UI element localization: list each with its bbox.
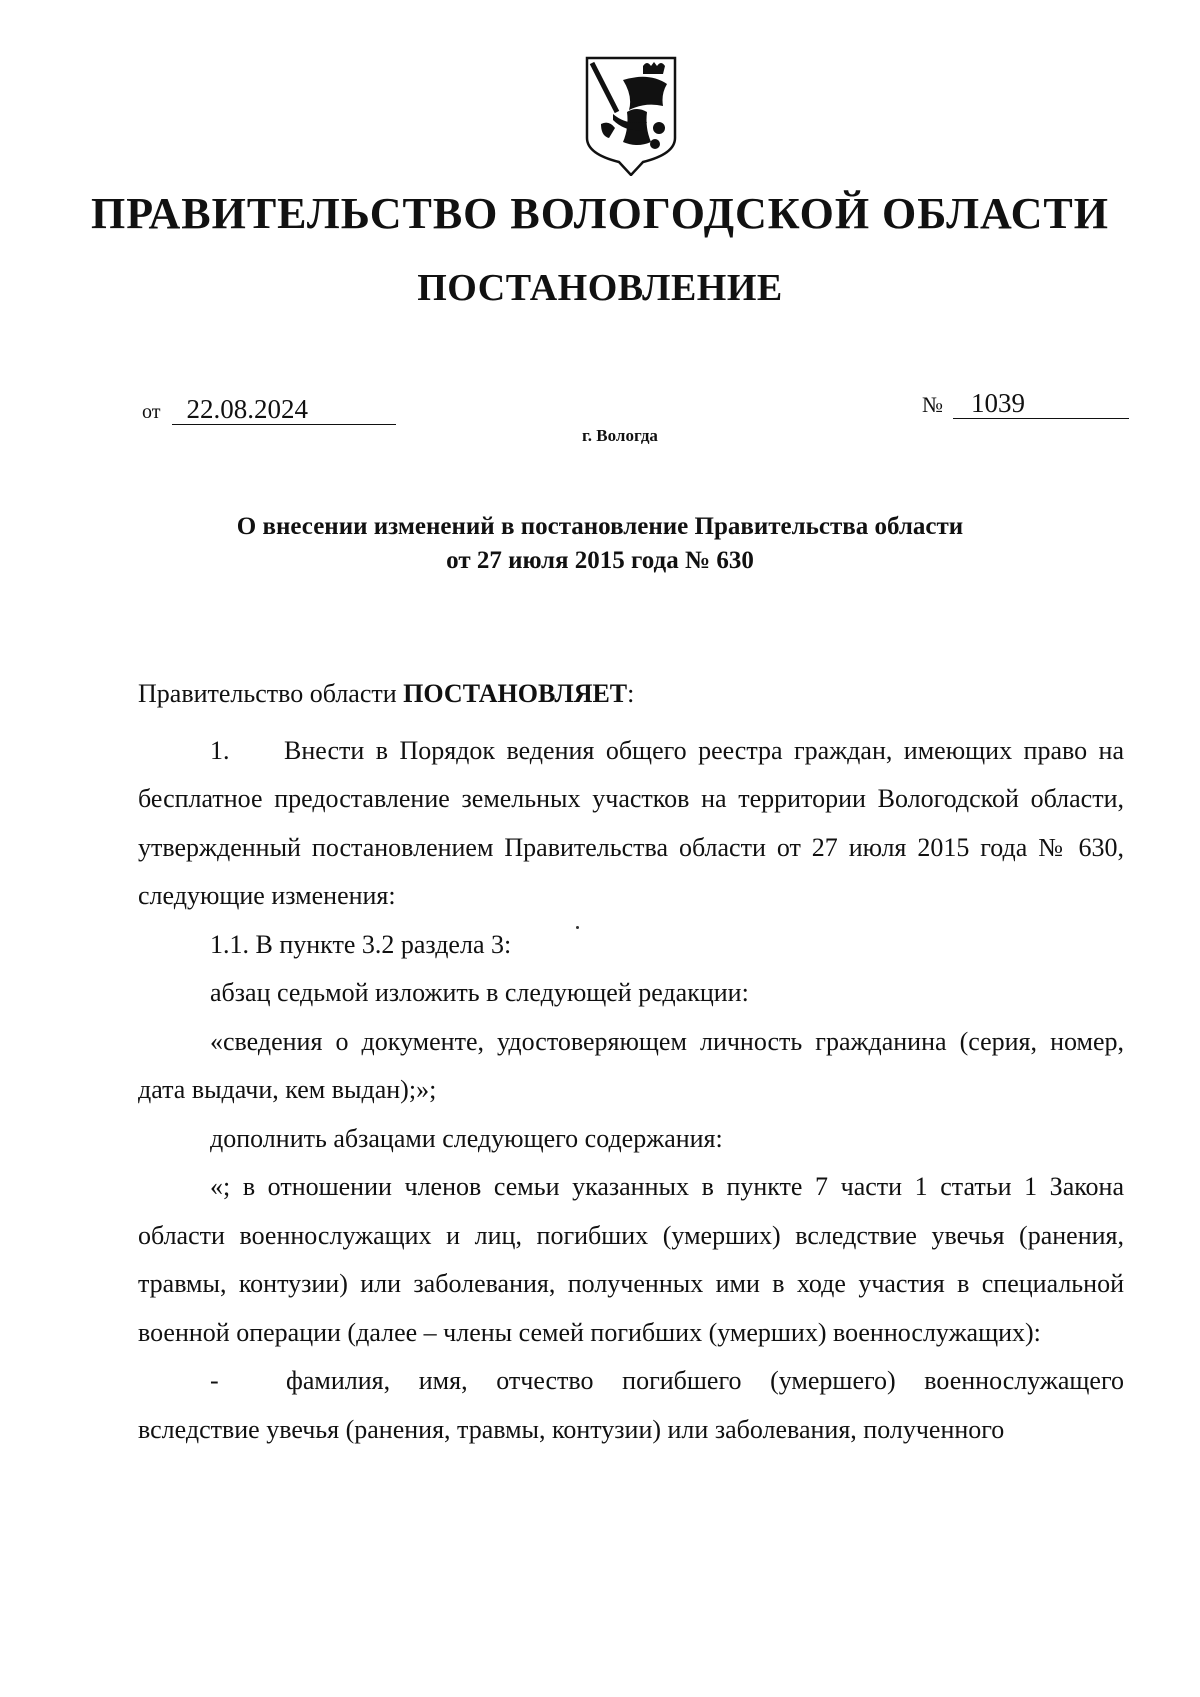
paragraph-1-text: Внести в Порядок ведения общего реестра граждан, имеющих право на бесплатное предоставление земельных участков на территории Вологодской области, утвержденный постановлением Правительства области от 27 июля 2015 года № 630, следующие изменения: bbox=[138, 735, 1124, 910]
paragraph-supplement: дополнить абзацами следующего содержания: bbox=[210, 1123, 723, 1153]
date-field bbox=[142, 394, 396, 425]
date-prefix: от bbox=[142, 401, 161, 423]
paragraph-1-1: 1.1. В пункте 3.2 раздела 3: bbox=[210, 929, 512, 959]
city-label: г. Вологда bbox=[582, 426, 658, 445]
date-value: 22.08.2024 bbox=[172, 394, 396, 425]
subject-line-2: от 27 июля 2015 года № 630 bbox=[446, 547, 754, 574]
number-value: 1039 bbox=[953, 388, 1129, 419]
paragraph-quote-1: «сведения о документе, удостоверяющем личность гражданина (серия, номер, дата выдачи, кем выдан);»; bbox=[138, 1026, 1124, 1104]
document-type: ПОСТАНОВЛЕНИЕ bbox=[417, 267, 783, 309]
document-body bbox=[138, 670, 1124, 1454]
scan-speck bbox=[576, 926, 579, 929]
number-field bbox=[922, 388, 1129, 419]
intro-paragraph bbox=[138, 670, 1124, 719]
paragraph-1-number: 1. bbox=[210, 735, 230, 765]
intro-tail: : bbox=[627, 679, 635, 708]
list-item-dash: - bbox=[210, 1366, 219, 1395]
authority-title: ПРАВИТЕЛЬСТВО ВОЛОГОДСКОЙ ОБЛАСТИ bbox=[91, 189, 1109, 238]
paragraph-1 bbox=[138, 727, 1124, 921]
subject-line-1: О внесении изменений в постановление Правительства области bbox=[236, 513, 964, 540]
number-prefix: № bbox=[922, 392, 943, 417]
document-subject bbox=[140, 510, 1060, 578]
paragraph-quote-2: «; в отношении членов семьи указанных в пункте 7 части 1 статьи 1 Закона области военнослужащих и лиц, погибших (умерших) вследствие увечья (ранения, травмы, контузии) или заболевания, полученных ими в ходе участия в специальной военной операции (далее – члены семей погибших (умерших) военнослужащих): bbox=[138, 1172, 1124, 1347]
list-item-1-text: фамилия, имя, отчество погибшего (умершего) военнослужащего вследствие увечья (ранения, травмы, контузии) или заболевания, полученного bbox=[138, 1366, 1124, 1444]
intro-resolves: ПОСТАНОВЛЯЕТ bbox=[403, 679, 628, 708]
vologda-coat-of-arms-icon bbox=[583, 54, 679, 176]
list-item-1 bbox=[138, 1357, 1124, 1454]
intro-text: Правительство области bbox=[138, 679, 404, 708]
paragraph-abzac-7: абзац седьмой изложить в следующей редакции: bbox=[210, 978, 749, 1007]
